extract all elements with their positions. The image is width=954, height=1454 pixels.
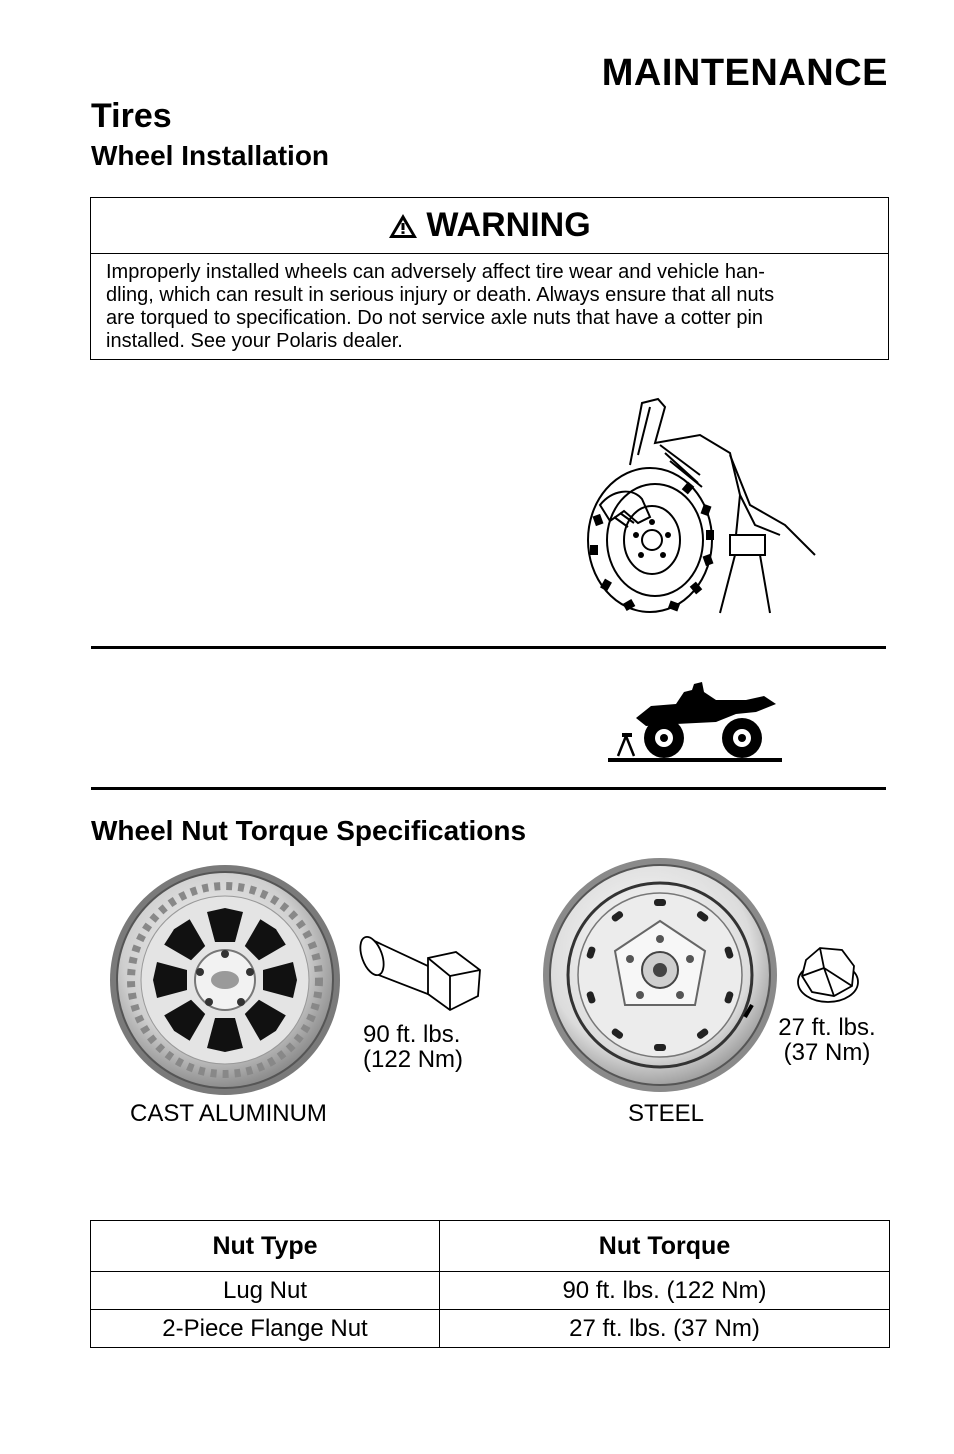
warning-box (90, 197, 889, 360)
torque-value: 27 ft. lbs. (778, 1014, 876, 1041)
section-header: MAINTENANCE (601, 52, 888, 94)
table-row (91, 1272, 890, 1310)
table-cell: 2-Piece Flange Nut (91, 1310, 440, 1348)
table-cell: 90 ft. lbs. (122 Nm) (440, 1272, 890, 1310)
warning-line: dling, which can result in serious injury or death. Always ensure that all nuts (106, 284, 775, 306)
flange-nut-image (792, 938, 862, 1008)
warning-triangle-icon (388, 213, 418, 239)
page-title: Tires (91, 97, 172, 135)
cast-aluminum-torque (363, 1022, 463, 1072)
table-header-row (91, 1221, 890, 1272)
warning-header (91, 198, 888, 254)
torque-spec-table (90, 1220, 890, 1348)
cast-aluminum-caption: CAST ALUMINUM (130, 1100, 327, 1127)
divider (91, 646, 886, 649)
section-title: Wheel Nut Torque Specifications (91, 815, 527, 846)
lug-nut-image (358, 918, 486, 1018)
warning-line: Improperly installed wheels can adversely affect tire wear and vehicle han- (106, 261, 765, 283)
steel-torque (775, 1015, 879, 1065)
warning-text (91, 254, 888, 353)
column-header: Nut Type (91, 1221, 440, 1272)
steel-wheel-image (540, 855, 780, 1100)
cast-aluminum-wheel-image (105, 860, 345, 1100)
table-row (91, 1310, 890, 1348)
table-cell: Lug Nut (91, 1272, 440, 1310)
column-header: Nut Torque (440, 1221, 890, 1272)
torque-value-metric: (122 Nm) (363, 1046, 464, 1073)
warning-heading: WARNING (426, 206, 591, 244)
divider (91, 787, 886, 790)
wheel-installation-illustration (580, 395, 830, 620)
steel-caption: STEEL (628, 1100, 705, 1127)
torque-value: 90 ft. lbs. (363, 1021, 461, 1048)
warning-line: installed. See your Polaris dealer. (106, 330, 403, 352)
subsection-title: Wheel Installation (91, 140, 330, 171)
torque-value-metric: (37 Nm) (783, 1039, 871, 1066)
atv-on-stand-icon (606, 678, 784, 764)
table-cell: 27 ft. lbs. (37 Nm) (440, 1310, 890, 1348)
warning-line: are torqued to specification. Do not service axle nuts that have a cotter pin (106, 307, 764, 329)
